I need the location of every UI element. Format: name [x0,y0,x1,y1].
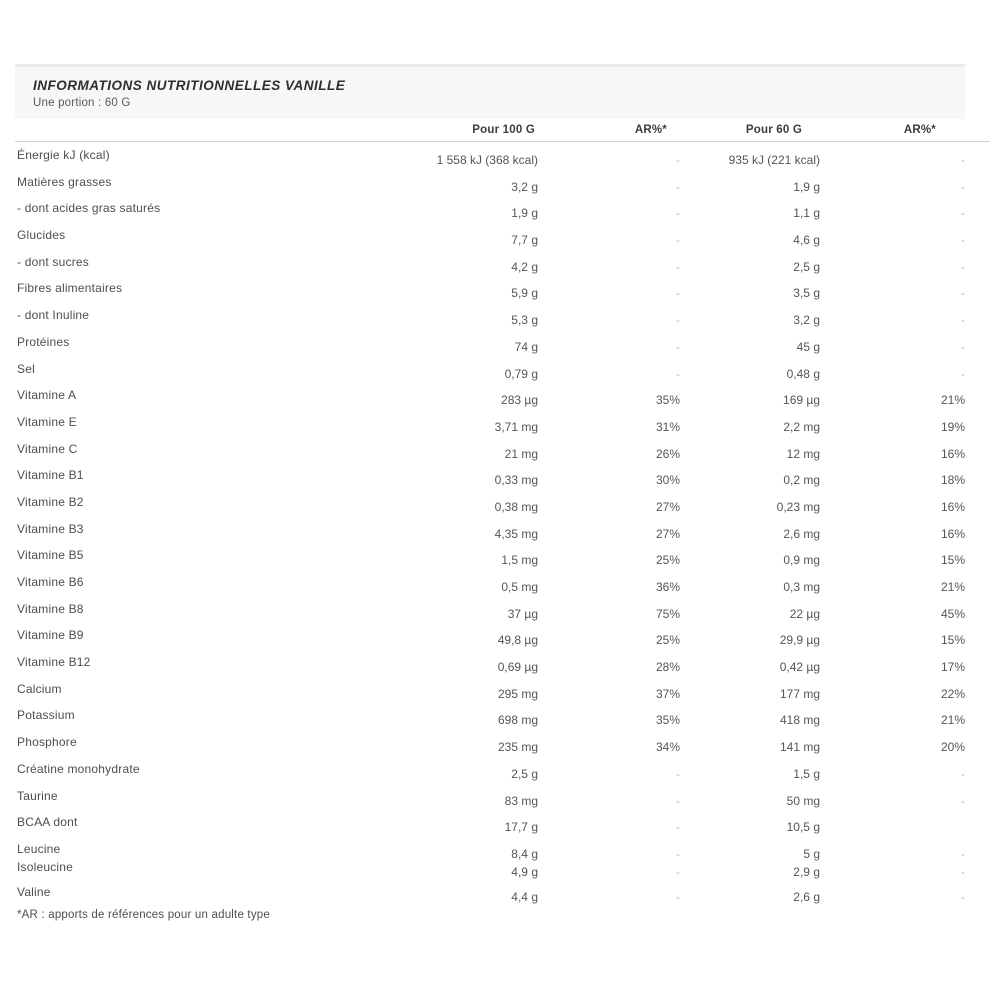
value-per-100g: 21 mg [504,446,538,461]
nutrient-label: Vitamine A [17,388,77,403]
ar-percent-60g: 19% [940,419,965,434]
value-per-100g: 283 µg [501,393,538,408]
table-row [15,329,990,356]
ar-percent-60g: - [961,889,965,904]
ar-percent-60g: - [961,179,965,194]
value-per-60g: 3,5 g [793,286,820,301]
table-body [15,142,990,906]
ar-percent-60g: 18% [940,473,965,488]
ar-percent-100g: 31% [655,419,680,434]
value-per-100g: 17,7 g [504,820,538,835]
value-per-100g: 1,5 mg [501,553,538,568]
ar-percent-100g: - [676,286,680,301]
value-per-100g: 4,4 g [511,889,538,904]
ar-percent-60g: - [961,153,965,167]
ar-percent-60g: - [961,233,965,248]
value-per-60g: 12 mg [786,446,820,461]
value-per-60g: 2,9 g [793,864,820,879]
nutrition-table [15,119,990,906]
nutrient-label: Créatine monohydrate [17,761,140,776]
ar-percent-100g: - [676,153,680,167]
ar-percent-60g: 21% [940,393,965,408]
table-row [15,169,990,196]
table-row [15,516,990,543]
value-per-100g: 2,5 g [511,766,538,781]
ar-percent-60g: - [961,313,965,328]
value-per-60g: 2,6 mg [783,526,820,541]
ar-percent-100g: 36% [655,580,680,594]
value-per-60g: 177 mg [779,686,820,701]
value-per-60g: 2,6 g [793,889,820,904]
nutrient-label: Vitamine C [17,441,78,456]
value-per-60g: 0,42 µg [779,660,820,675]
table-row [15,702,990,729]
ar-percent-60g: 16% [940,499,965,514]
ar-percent-100g: 75% [655,606,680,621]
value-per-60g: 935 kJ (221 kcal) [728,153,820,167]
ar-percent-60g: 17% [940,660,965,675]
nutrient-label: Vitamine B3 [17,521,84,536]
ar-percent-100g: - [676,889,680,904]
value-per-60g: 418 mg [779,713,820,728]
ar-percent-60g: - [961,864,965,879]
nutrient-label: Vitamine B5 [17,548,84,563]
value-per-100g: 4,35 mg [494,526,538,541]
table-header-row [15,119,990,142]
table-row [15,436,990,463]
value-per-100g: 49,8 µg [497,633,538,648]
nutrient-label: Vitamine B12 [17,655,91,670]
nutrient-label: Matières grasses [17,174,112,189]
ar-percent-100g: - [676,820,680,835]
table-row [15,142,990,169]
table-row [15,249,990,276]
ar-percent-100g: 27% [655,499,680,514]
ar-percent-60g: - [961,793,965,808]
ar-percent-60g: 15% [940,553,965,568]
nutrient-label: Isoleucine [17,859,74,874]
nutrient-label: Vitamine B2 [17,494,84,509]
value-per-60g: 10,5 g [786,820,820,835]
table-row [15,676,990,703]
nutrition-card-header [15,64,965,119]
ar-percent-60g: - [961,766,965,781]
nutrient-label: Vitamine E [17,414,77,429]
value-per-100g: 0,5 mg [501,580,538,594]
nutrient-label: Taurine [17,788,58,803]
value-per-60g: 1,9 g [793,179,820,194]
table-row [15,854,990,879]
ar-percent-60g: - [961,286,965,301]
ar-percent-100g: 37% [655,686,680,701]
nutrient-label: Potassium [17,708,75,723]
ar-percent-100g: - [676,339,680,354]
value-per-60g: 45 g [796,339,820,354]
value-per-100g: 8,4 g [511,846,538,861]
ar-percent-60g: 45% [940,606,965,621]
ar-percent-60g: 20% [940,740,965,755]
ar-percent-100g: - [676,179,680,194]
nutrient-label: Glucides [17,228,66,243]
value-per-60g: 0,9 mg [783,553,820,568]
nutrient-label: Énergie kJ (kcal) [17,148,110,162]
value-per-60g: 1,1 g [793,206,820,221]
table-row [15,756,990,783]
ar-percent-60g: 15% [940,633,965,648]
table-row [15,809,990,836]
value-per-100g: 0,79 g [504,366,538,381]
ar-percent-100g: - [676,206,680,221]
ar-percent-100g: 25% [655,633,680,648]
ar-percent-100g: 35% [655,713,680,728]
ar-percent-100g: 28% [655,660,680,675]
value-per-60g: 1,5 g [793,766,820,781]
ar-footnote: *AR : apports de références pour un adulte type [17,909,270,921]
table-row [15,729,990,756]
value-per-100g: 235 mg [497,740,538,755]
nutrient-label: Protéines [17,334,70,349]
value-per-60g: 0,3 mg [783,580,820,594]
nutrient-label: Vitamine B9 [17,628,84,643]
value-per-100g: 5,3 g [511,313,538,328]
value-per-100g: 74 g [514,339,538,354]
value-per-100g: 0,69 µg [497,660,538,675]
value-per-60g: 29,9 µg [779,633,820,648]
ar-percent-60g: - [961,339,965,354]
ar-percent-100g: 27% [655,526,680,541]
table-row [15,302,990,329]
ar-percent-100g: 35% [655,393,680,408]
value-per-60g: 0,23 mg [776,499,820,514]
value-per-100g: 4,9 g [511,864,538,879]
value-per-100g: 7,7 g [511,233,538,248]
table-row [15,542,990,569]
section-title: INFORMATIONS NUTRITIONNELLES VANILLE [33,78,346,93]
value-per-60g: 4,6 g [793,233,820,248]
value-per-100g: 0,38 mg [494,499,538,514]
ar-percent-60g: 16% [940,446,965,461]
value-per-60g: 22 µg [789,606,820,621]
table-row [15,382,990,409]
ar-percent-100g: 25% [655,553,680,568]
nutrient-label: Valine [17,884,51,899]
value-per-100g: 4,2 g [511,259,538,274]
value-per-100g: 1,9 g [511,206,538,221]
ar-percent-100g: 30% [655,473,680,488]
ar-percent-100g: - [676,366,680,381]
ar-percent-60g: 21% [940,713,965,728]
column-header-ar-percent-60g: AR%* [903,124,936,136]
table-row [15,649,990,676]
nutrient-label: - dont Inuline [17,308,90,323]
table-row [15,356,990,383]
nutrient-label: Vitamine B1 [17,468,84,483]
column-header-per-60g: Pour 60 G [745,124,802,136]
nutrient-label: Calcium [17,681,62,696]
value-per-60g: 141 mg [779,740,820,755]
table-row [15,222,990,249]
column-header-ar-percent-100g: AR%* [634,124,667,136]
value-per-100g: 295 mg [497,686,538,701]
nutrient-label: Fibres alimentaires [17,281,123,296]
nutrient-label: Sel [17,361,35,376]
ar-percent-60g: - [961,366,965,381]
ar-percent-60g: 16% [940,526,965,541]
value-per-100g: 3,2 g [511,179,538,194]
ar-percent-100g: 34% [655,740,680,755]
ar-percent-100g: - [676,233,680,248]
table-row [15,879,990,906]
ar-percent-100g: 26% [655,446,680,461]
table-row [15,596,990,623]
value-per-60g: 169 µg [783,393,820,408]
ar-percent-60g: 21% [940,580,965,594]
table-row [15,275,990,302]
nutrient-label: Vitamine B6 [17,575,84,589]
ar-percent-100g: - [676,846,680,861]
ar-percent-60g: - [961,206,965,221]
nutrient-label: - dont acides gras saturés [17,201,161,216]
value-per-100g: 5,9 g [511,286,538,301]
ar-percent-100g: - [676,313,680,328]
ar-percent-100g: - [676,864,680,879]
ar-percent-100g: - [676,259,680,274]
nutrient-label: Leucine [17,841,61,856]
ar-percent-60g: - [961,259,965,274]
value-per-100g: 0,33 mg [494,473,538,488]
ar-percent-100g: - [676,793,680,808]
nutrient-label: - dont sucres [17,254,89,269]
table-row [15,462,990,489]
column-header-per-100g: Pour 100 G [472,124,535,136]
table-row [15,409,990,436]
value-per-60g: 3,2 g [793,313,820,328]
value-per-60g: 2,5 g [793,259,820,274]
table-row [15,783,990,810]
value-per-60g: 2,2 mg [783,419,820,434]
value-per-60g: 0,2 mg [783,473,820,488]
ar-percent-60g: 22% [940,686,965,701]
value-per-60g: 0,48 g [786,366,820,381]
table-row [15,836,990,861]
value-per-60g: 5 g [803,846,820,861]
nutrient-label: Phosphore [17,735,77,750]
ar-percent-60g: - [961,846,965,861]
value-per-100g: 3,71 mg [494,419,538,434]
nutrient-label: Vitamine B8 [17,601,84,616]
value-per-60g: 50 mg [786,793,820,808]
table-row [15,489,990,516]
table-row [15,622,990,649]
value-per-100g: 698 mg [497,713,538,728]
portion-subtitle: Une portion : 60 G [33,97,131,109]
table-row [15,569,990,596]
value-per-100g: 83 mg [504,793,538,808]
value-per-100g: 1 558 kJ (368 kcal) [436,153,538,167]
value-per-100g: 37 µg [507,606,538,621]
nutrient-label: BCAA dont [17,815,78,830]
table-row [15,195,990,222]
ar-percent-100g: - [676,766,680,781]
